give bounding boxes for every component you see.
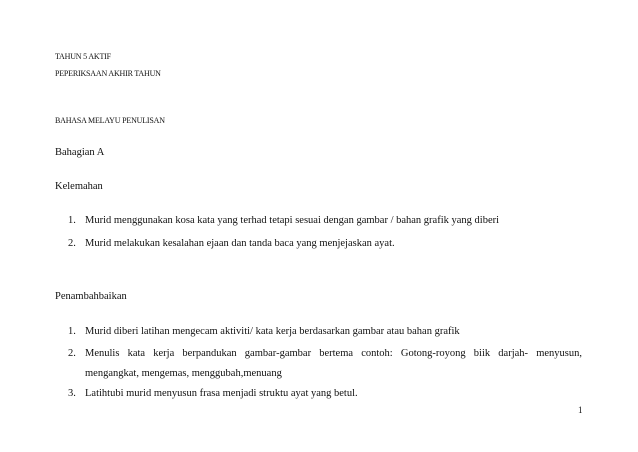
header-line-2: PEPERIKSAAN AKHIR TAHUN [55,69,161,78]
list-item-number: 3. [68,388,76,399]
list-item-line-1: Menulis kata kerja berpandukan gambar-gambar bertema contoh: Gotong-royong biik darjah- menyusun, [85,348,582,359]
list-item-line-2: mengangkat, mengemas, menggubah,menuang [85,368,282,379]
list-item-number: 2. [68,238,76,249]
subject-line: BAHASA MELAYU PENULISAN [55,116,165,125]
page-number: 1 [578,405,583,415]
list-item: Latihtubi murid menyusun frasa menjadi struktu ayat yang betul. [85,388,358,399]
section-title: Bahagian A [55,147,105,158]
penambahbaikan-heading: Penambahbaikan [55,291,127,302]
list-item: Murid menggunakan kosa kata yang terhad tetapi sesuai dengan gambar / bahan grafik yang diberi [85,215,500,226]
list-item: Murid diberi latihan mengecam aktiviti/ kata kerja berdasarkan gambar atau bahan grafik [85,326,460,337]
list-item-number: 1. [68,215,76,226]
header-line-1: TAHUN 5 AKTIF [55,52,111,61]
list-item-number: 1. [68,326,76,337]
list-item: Murid melakukan kesalahan ejaan dan tanda baca yang menjejaskan ayat. [85,238,395,249]
list-item-number: 2. [68,348,76,359]
kelemahan-heading: Kelemahan [55,181,103,192]
